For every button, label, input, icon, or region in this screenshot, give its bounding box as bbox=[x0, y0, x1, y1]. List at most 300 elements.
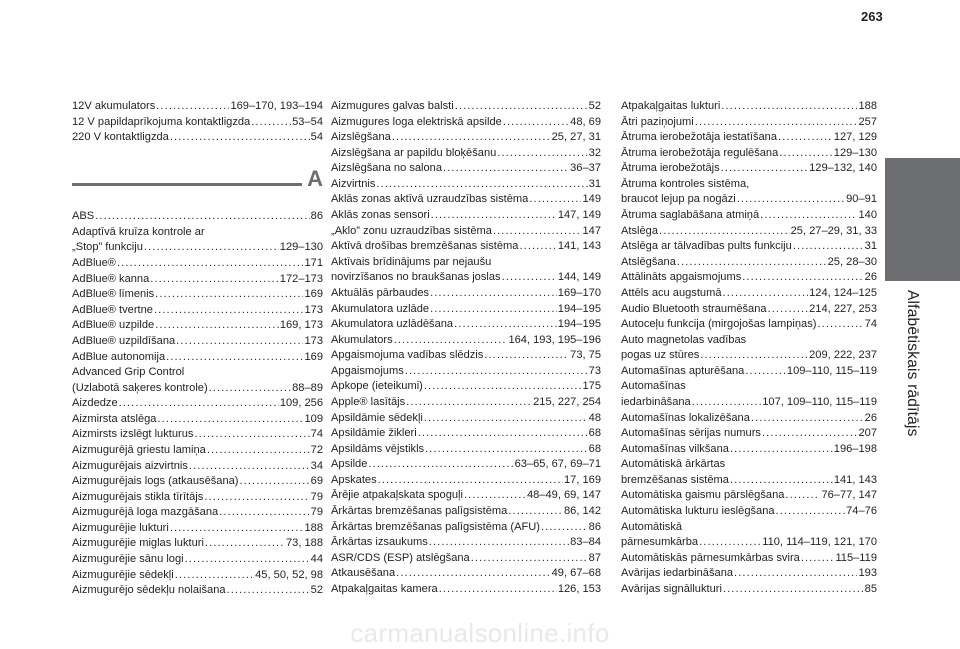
dot-leader bbox=[471, 551, 588, 567]
index-entry bbox=[331, 520, 601, 536]
entry-pages: 196–198 bbox=[833, 442, 877, 455]
dot-leader bbox=[95, 209, 309, 225]
dot-leader bbox=[760, 208, 857, 224]
index-entry bbox=[331, 395, 601, 411]
index-entry bbox=[621, 161, 877, 177]
index-entry bbox=[331, 130, 601, 146]
entry-label: Automašīnas apturēšana bbox=[621, 364, 745, 377]
entry-pages: 83–84 bbox=[570, 536, 601, 549]
entry-label: Attēls acu augstumā bbox=[621, 286, 722, 299]
index-entry bbox=[331, 348, 601, 364]
index-group-numeric bbox=[72, 99, 323, 146]
dot-leader bbox=[502, 270, 557, 286]
index-entry bbox=[331, 99, 601, 115]
index-entry bbox=[331, 551, 601, 567]
dot-leader bbox=[801, 551, 835, 567]
entry-pages: 48 bbox=[588, 411, 601, 424]
entry-pages: 73, 188 bbox=[285, 537, 323, 550]
entry-pages: 169 bbox=[304, 288, 323, 301]
index-entry bbox=[621, 302, 877, 318]
entry-pages: 87 bbox=[588, 551, 601, 564]
entry-label: Aizmugurējais stikla tīrītājs bbox=[72, 490, 204, 503]
dot-leader bbox=[778, 130, 833, 146]
entry-label: 12V akumulators bbox=[72, 100, 156, 112]
entry-pages: 90–91 bbox=[846, 193, 877, 206]
page-number: 263 bbox=[861, 9, 883, 24]
entry-label: Ātruma ierobežotāja regulēšana bbox=[621, 146, 779, 159]
entry-label: Ātruma ierobežotāja iestatīšana bbox=[621, 131, 778, 144]
index-entry bbox=[621, 442, 877, 458]
entry-label: Adaptīvā kruīza kontrole ar bbox=[72, 225, 205, 238]
index-entry bbox=[621, 395, 877, 411]
entry-label: Aizdedze bbox=[72, 397, 118, 410]
entry-label: AdBlue® kanna bbox=[72, 272, 150, 285]
dot-leader bbox=[144, 240, 279, 256]
dot-leader bbox=[430, 302, 557, 318]
entry-pages: 73, 75 bbox=[570, 349, 601, 362]
dot-leader bbox=[768, 302, 809, 318]
index-entry bbox=[72, 256, 323, 272]
entry-label: Apkope (ieteikumi) bbox=[331, 380, 423, 393]
dot-leader bbox=[455, 99, 588, 115]
entry-pages: 44 bbox=[310, 553, 323, 566]
entry-pages: 214, 227, 253 bbox=[809, 302, 877, 315]
dot-leader bbox=[721, 99, 857, 115]
entry-label: „Aklo” zonu uzraudzības sistēma bbox=[331, 224, 492, 237]
entry-label: Apgaismojums bbox=[331, 364, 404, 377]
entry-label: Automašīnas sērijas numurs bbox=[621, 427, 761, 440]
entry-pages: 147, 149 bbox=[557, 209, 601, 222]
entry-label: Atslēga ar tālvadības pults funkciju bbox=[621, 240, 792, 253]
entry-label: Automašīnas lokalizēšana bbox=[621, 411, 750, 424]
dot-leader bbox=[793, 239, 864, 255]
index-entry bbox=[621, 130, 877, 146]
dot-leader bbox=[425, 442, 588, 458]
entry-label: Aizmugurējie sānu logi bbox=[72, 553, 184, 566]
entry-label: Aklās zonas aktīvā uzraudzības sistēma bbox=[331, 193, 529, 206]
dot-leader bbox=[240, 474, 310, 490]
dot-leader bbox=[464, 488, 526, 504]
index-entry bbox=[72, 490, 323, 506]
entry-label: Akumulatora uzlādēšana bbox=[331, 318, 454, 331]
index-entry bbox=[72, 115, 323, 131]
index-group-a bbox=[72, 209, 323, 598]
index-entry bbox=[621, 286, 877, 302]
entry-pages: 79 bbox=[310, 490, 323, 503]
section-header-a bbox=[72, 161, 323, 209]
index-entry bbox=[621, 364, 877, 380]
entry-pages: 188 bbox=[858, 100, 877, 112]
entry-pages: 31 bbox=[864, 240, 877, 253]
entry-pages: 147 bbox=[582, 224, 601, 237]
entry-pages: 85 bbox=[864, 582, 877, 595]
index-entry bbox=[331, 457, 601, 473]
entry-label: Ārkārtas bremzēšanas palīgsistēma (AFU) bbox=[331, 520, 540, 533]
dot-leader bbox=[439, 582, 557, 598]
index-entry bbox=[621, 411, 877, 427]
index-entry bbox=[72, 443, 323, 459]
dot-leader bbox=[721, 161, 808, 177]
entry-pages: 25, 27–29, 31, 33 bbox=[790, 224, 877, 237]
entry-label: AdBlue® tvertne bbox=[72, 303, 153, 316]
entry-label: pārnesumkārba bbox=[621, 536, 699, 549]
entry-label: Aizmugures galvas balsti bbox=[331, 100, 454, 112]
entry-label: Aizslēgšana no salona bbox=[331, 162, 443, 175]
index-entry bbox=[72, 350, 323, 366]
dot-leader bbox=[742, 270, 863, 286]
entry-label: Atslēgšana bbox=[621, 255, 676, 268]
entry-label: Aizmugurējie sēdekļi bbox=[72, 568, 174, 581]
index-entry bbox=[331, 255, 601, 271]
index-group-a-continued-2 bbox=[621, 99, 877, 598]
index-group-a-continued bbox=[331, 99, 601, 598]
entry-label: Aktīvais brīdinājums par nejaušu bbox=[331, 255, 492, 268]
dot-leader bbox=[745, 364, 786, 380]
dot-leader bbox=[185, 552, 310, 568]
entry-label: Ārkārtas izsaukums bbox=[331, 536, 428, 549]
index-entry bbox=[331, 146, 601, 162]
index-entry bbox=[621, 177, 877, 193]
entry-pages: 63–65, 67, 69–71 bbox=[514, 458, 601, 471]
dot-leader bbox=[430, 286, 557, 302]
entry-label: AdBlue autonomija bbox=[72, 350, 166, 363]
entry-pages: 109 bbox=[304, 412, 323, 425]
entry-pages: 68 bbox=[588, 442, 601, 455]
index-entry bbox=[331, 411, 601, 427]
dot-leader bbox=[368, 457, 513, 473]
index-entry bbox=[621, 457, 877, 473]
entry-pages: 129–130 bbox=[833, 146, 877, 159]
index-entry bbox=[72, 130, 323, 146]
index-entry bbox=[331, 115, 601, 131]
entry-label: Automātiskā bbox=[621, 520, 683, 533]
index-entry bbox=[72, 474, 323, 490]
dot-leader bbox=[484, 348, 569, 364]
entry-label: Aizslēgšana bbox=[331, 131, 391, 144]
entry-pages: 86 bbox=[310, 210, 323, 223]
entry-pages: 52 bbox=[310, 584, 323, 597]
dot-leader bbox=[405, 364, 588, 380]
index-entry bbox=[331, 488, 601, 504]
entry-label: Aizmugures loga elektriskā apsilde bbox=[331, 115, 502, 128]
dot-leader bbox=[166, 350, 303, 366]
entry-pages: 115–119 bbox=[835, 551, 877, 564]
index-entry bbox=[72, 209, 323, 225]
dot-leader bbox=[204, 490, 309, 506]
entry-pages: 188 bbox=[304, 521, 323, 534]
entry-label: AdBlue® līmenis bbox=[72, 288, 155, 301]
entry-pages: 36–37 bbox=[570, 162, 601, 175]
index-entry bbox=[331, 239, 601, 255]
index-entry bbox=[72, 99, 323, 115]
entry-pages: 86, 142 bbox=[563, 505, 601, 518]
index-entry bbox=[331, 442, 601, 458]
entry-label: Akumulatora uzlāde bbox=[331, 302, 430, 315]
entry-pages: 74 bbox=[864, 318, 877, 331]
index-entry bbox=[331, 270, 601, 286]
index-entry bbox=[72, 396, 323, 412]
entry-pages: 173 bbox=[304, 334, 323, 347]
entry-label: AdBlue® bbox=[72, 257, 116, 270]
dot-leader bbox=[762, 426, 858, 442]
index-entry bbox=[331, 426, 601, 442]
index-entry bbox=[331, 302, 601, 318]
index-entry bbox=[331, 582, 601, 598]
entry-pages: 149 bbox=[582, 193, 601, 206]
entry-pages: 74–76 bbox=[846, 505, 877, 518]
entry-label: Autoceļu funkcija (mirgojošas lampiņas) bbox=[621, 318, 817, 331]
entry-pages: 72 bbox=[310, 443, 323, 456]
index-entry bbox=[621, 333, 877, 349]
entry-pages: 257 bbox=[858, 115, 877, 128]
entry-label: braucot lejup pa nogāzi bbox=[621, 193, 736, 206]
dot-leader bbox=[431, 208, 557, 224]
spacer bbox=[72, 146, 323, 162]
dot-leader bbox=[700, 348, 808, 364]
entry-pages: 169, 173 bbox=[279, 319, 323, 332]
entry-pages: 175 bbox=[582, 380, 601, 393]
dot-leader bbox=[519, 239, 556, 255]
index-entry bbox=[331, 177, 601, 193]
index-entry bbox=[72, 568, 323, 584]
dot-leader bbox=[503, 115, 569, 131]
entry-label: Aizmugurējo sēdekļu nolaišana bbox=[72, 584, 226, 597]
entry-pages: 144, 149 bbox=[557, 271, 601, 284]
entry-label: Automašīnas vilkšana bbox=[621, 442, 729, 455]
entry-pages: 209, 222, 237 bbox=[809, 349, 877, 362]
entry-pages: 25, 27, 31 bbox=[551, 131, 601, 144]
entry-label: 12 V papildaprīkojuma kontaktligzda bbox=[72, 115, 251, 128]
entry-pages: 164, 193, 195–196 bbox=[508, 333, 601, 346]
entry-pages: 173 bbox=[304, 303, 323, 316]
section-rule bbox=[72, 183, 302, 186]
dot-leader bbox=[541, 520, 588, 536]
entry-pages: 194–195 bbox=[557, 318, 601, 331]
entry-label: ASR/CDS (ESP) atslēgšana bbox=[331, 551, 470, 564]
index-entry bbox=[621, 224, 877, 240]
entry-label: bremzēšanas sistēma bbox=[621, 473, 729, 486]
dot-leader bbox=[695, 115, 858, 131]
entry-pages: 52 bbox=[588, 100, 601, 112]
entry-pages: 207 bbox=[858, 427, 877, 440]
entry-pages: 68 bbox=[588, 427, 601, 440]
index-entry bbox=[72, 365, 323, 381]
dot-leader bbox=[429, 535, 569, 551]
dot-leader bbox=[508, 504, 563, 520]
entry-pages: 26 bbox=[864, 271, 877, 284]
dot-leader bbox=[699, 535, 761, 551]
entry-pages: 31 bbox=[588, 177, 601, 190]
dot-leader bbox=[723, 286, 809, 302]
entry-pages: 76–77, 147 bbox=[821, 489, 877, 502]
dot-leader bbox=[817, 317, 863, 333]
entry-label: Atslēga bbox=[621, 224, 659, 237]
dot-leader bbox=[493, 224, 582, 240]
entry-label: Akumulators bbox=[331, 333, 393, 346]
dot-leader bbox=[251, 115, 291, 131]
dot-leader bbox=[779, 146, 833, 162]
dot-leader bbox=[406, 395, 532, 411]
index-entry bbox=[621, 535, 877, 551]
entry-label: „Stop” funkciju bbox=[72, 241, 143, 254]
entry-pages: 110, 114–119, 121, 170 bbox=[762, 536, 877, 549]
index-entry bbox=[72, 427, 323, 443]
entry-pages: 124, 124–125 bbox=[809, 286, 877, 299]
index-entry bbox=[621, 551, 877, 567]
entry-pages: 48–49, 69, 147 bbox=[526, 489, 601, 502]
entry-label: Apsilde bbox=[331, 458, 368, 471]
entry-label: Automātiska lukturu ieslēgšana bbox=[621, 505, 775, 518]
index-column-2 bbox=[331, 99, 601, 598]
entry-label: novirzīšanos no braukšanas joslas bbox=[331, 271, 501, 284]
entry-pages: 129–130 bbox=[279, 241, 323, 254]
entry-label: 220 V kontaktligzda bbox=[72, 131, 169, 144]
index-entry bbox=[621, 473, 877, 489]
index-entry bbox=[621, 255, 877, 271]
dot-leader bbox=[394, 333, 508, 349]
index-entry bbox=[72, 272, 323, 288]
entry-label: Atpakaļgaitas lukturi bbox=[621, 100, 721, 112]
index-entry bbox=[72, 552, 323, 568]
entry-label: Automātiskās pārnesumkārbas svira bbox=[621, 551, 800, 564]
entry-pages: 69 bbox=[310, 475, 323, 488]
dot-leader bbox=[219, 505, 310, 521]
entry-label: (Uzlabotā saķeres kontrole) bbox=[72, 381, 208, 394]
entry-label: Aizmirsts izslēgt lukturus bbox=[72, 428, 194, 441]
dot-leader bbox=[659, 224, 790, 240]
index-entry bbox=[331, 566, 601, 582]
entry-pages: 140 bbox=[858, 209, 877, 222]
entry-pages: 53–54 bbox=[292, 115, 323, 128]
dot-leader bbox=[424, 379, 582, 395]
index-entry bbox=[621, 348, 877, 364]
dot-leader bbox=[194, 427, 309, 443]
entry-pages: 88–89 bbox=[292, 381, 323, 394]
index-entry bbox=[331, 224, 601, 240]
entry-label: Atkausēšana bbox=[331, 567, 396, 580]
dot-leader bbox=[529, 192, 581, 208]
entry-label: Ātri paziņojumi bbox=[621, 115, 694, 128]
entry-label: Auto magnetolas vadības bbox=[621, 333, 747, 346]
index-column-3 bbox=[621, 99, 877, 598]
index-entry bbox=[72, 240, 323, 256]
entry-label: Advanced Grip Control bbox=[72, 366, 185, 379]
entry-pages: 109, 256 bbox=[279, 397, 323, 410]
entry-pages: 141, 143 bbox=[833, 473, 877, 486]
entry-pages: 32 bbox=[588, 146, 601, 159]
entry-label: Automātiska gaismu pārslēgšana bbox=[621, 489, 785, 502]
index-entry bbox=[72, 303, 323, 319]
dot-leader bbox=[119, 396, 279, 412]
index-entry bbox=[72, 334, 323, 350]
dot-leader bbox=[730, 473, 833, 489]
dot-leader bbox=[189, 459, 310, 475]
index-entry bbox=[72, 521, 323, 537]
index-entry bbox=[621, 520, 877, 536]
side-tab-marker bbox=[885, 158, 960, 281]
dot-leader bbox=[730, 442, 833, 458]
index-entry bbox=[72, 459, 323, 475]
index-entry bbox=[331, 379, 601, 395]
dot-leader bbox=[154, 303, 304, 319]
entry-pages: 34 bbox=[310, 459, 323, 472]
entry-label: Aklās zonas sensori bbox=[331, 209, 430, 222]
entry-label: Aizslēgšana ar papildu bloķēšanu bbox=[331, 146, 497, 159]
index-entry bbox=[331, 535, 601, 551]
entry-label: Apsildāmie žikleri bbox=[331, 427, 417, 440]
entry-label: Aizmirsta atslēga bbox=[72, 412, 157, 425]
index-entry bbox=[72, 318, 323, 334]
entry-pages: 49, 67–68 bbox=[551, 567, 601, 580]
entry-label: Ātruma ierobežotājs bbox=[621, 162, 720, 175]
entry-label: Aizmugurējie miglas lukturi bbox=[72, 537, 204, 550]
index-entry bbox=[331, 317, 601, 333]
entry-pages: 25, 28–30 bbox=[827, 255, 877, 268]
index-entry bbox=[621, 317, 877, 333]
dot-leader bbox=[155, 287, 303, 303]
entry-label: Aktuālās pārbaudes bbox=[331, 286, 430, 299]
index-entry bbox=[331, 286, 601, 302]
dot-leader bbox=[443, 161, 569, 177]
index-entry bbox=[331, 364, 601, 380]
index-entry bbox=[331, 192, 601, 208]
index-entry bbox=[331, 333, 601, 349]
dot-leader bbox=[418, 426, 588, 442]
index-entry bbox=[621, 192, 877, 208]
entry-label: Apsildāms vējstikls bbox=[331, 442, 425, 455]
watermark: carmanualsonline.info bbox=[350, 618, 610, 648]
entry-pages: 129–132, 140 bbox=[809, 162, 877, 175]
index-entry bbox=[621, 270, 877, 286]
entry-label: iedarbināšana bbox=[621, 395, 691, 408]
entry-pages: 215, 227, 254 bbox=[533, 395, 601, 408]
dot-leader bbox=[170, 521, 304, 537]
index-entry bbox=[331, 504, 601, 520]
index-entry bbox=[331, 473, 601, 489]
index-column-1 bbox=[72, 99, 323, 599]
entry-label: Automātiskā ārkārtas bbox=[621, 458, 726, 471]
dot-leader bbox=[155, 318, 279, 334]
index-entry bbox=[621, 99, 877, 115]
entry-pages: 169–170 bbox=[557, 286, 601, 299]
entry-label: AdBlue® uzpilde bbox=[72, 319, 155, 332]
entry-pages: 107, 109–110, 115–119 bbox=[762, 395, 877, 408]
index-entry bbox=[72, 412, 323, 428]
index-entry bbox=[621, 208, 877, 224]
entry-label: Audio Bluetooth straumēšana bbox=[621, 302, 767, 315]
entry-pages: 26 bbox=[864, 411, 877, 424]
index-entry bbox=[331, 208, 601, 224]
entry-pages: 45, 50, 52, 98 bbox=[255, 568, 323, 581]
entry-label: Aizmugurējais logs (atkausēšana) bbox=[72, 475, 239, 488]
entry-label: Aizmugurējais aizvirtnis bbox=[72, 459, 188, 472]
index-entry bbox=[621, 146, 877, 162]
entry-label: Aizvirtnis bbox=[331, 177, 376, 190]
index-entry bbox=[621, 488, 877, 504]
entry-label: Ārkārtas bremzēšanas palīgsistēma bbox=[331, 505, 508, 518]
index-entry bbox=[621, 426, 877, 442]
entry-pages: 48, 69 bbox=[570, 115, 601, 128]
entry-label: Ārējie atpakaļskata spoguļi bbox=[331, 489, 463, 502]
entry-label: Aizmugurējā loga mazgāšana bbox=[72, 506, 219, 519]
dot-leader bbox=[751, 411, 864, 427]
entry-pages: 79 bbox=[310, 506, 323, 519]
dot-leader bbox=[117, 256, 304, 272]
dot-leader bbox=[209, 381, 291, 397]
index-entry bbox=[72, 381, 323, 397]
dot-leader bbox=[176, 334, 303, 350]
index-entry bbox=[621, 566, 877, 582]
